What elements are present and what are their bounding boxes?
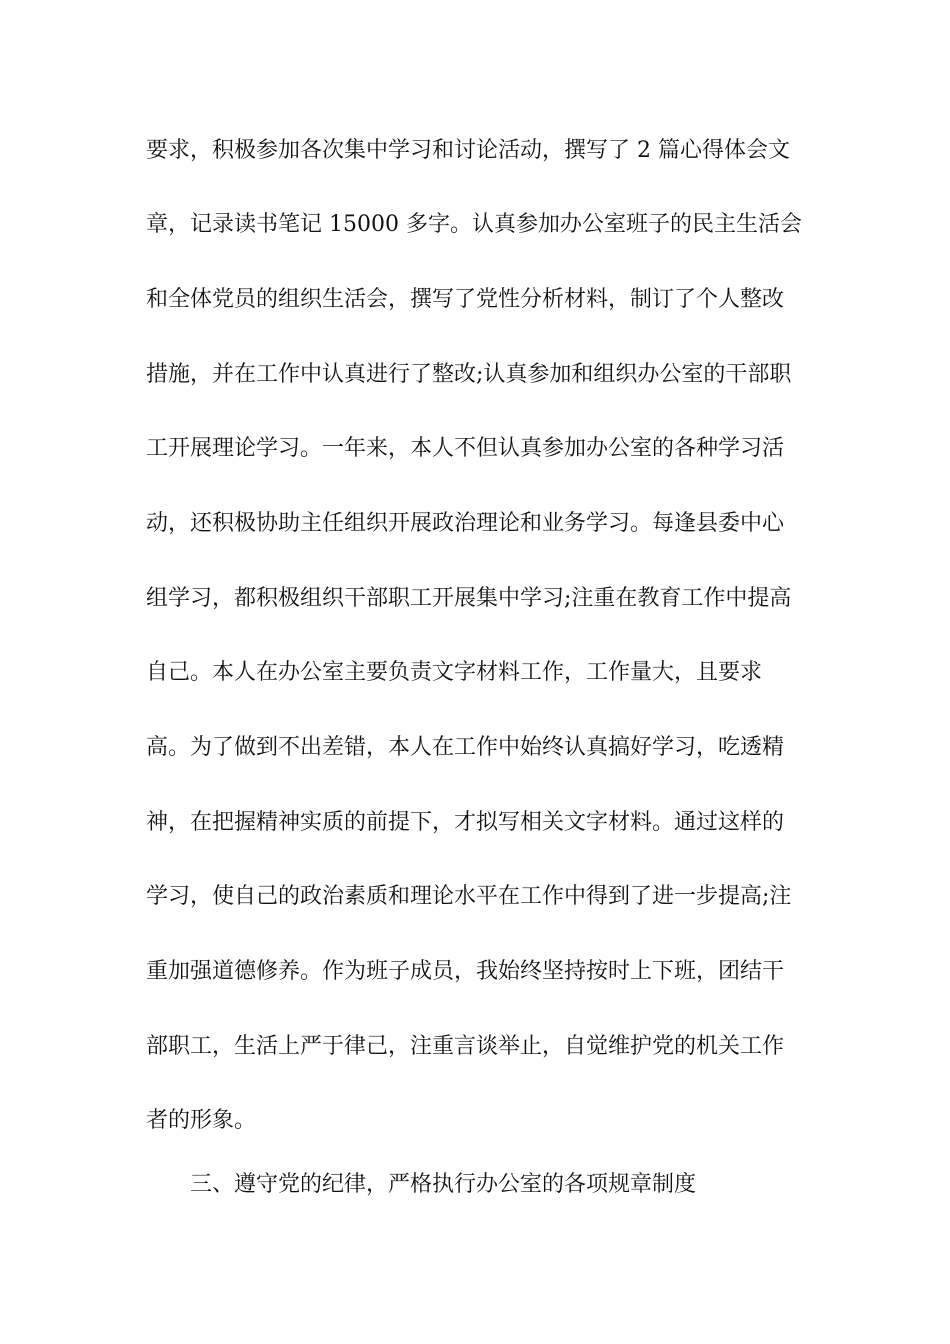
body-text-line: 章，记录读书笔记 15000 多字。认真参加办公室班子的民主生活会 <box>146 212 802 237</box>
body-text-line: 重加强道德修养。作为班子成员，我始终坚持按时上下班，团结干 <box>146 959 785 984</box>
section-heading: 三、遵守党的纪律，严格执行办公室的各项规章制度 <box>190 1172 697 1197</box>
body-text-line: 和全体党员的组织生活会，撰写了党性分析材料，制订了个人整改 <box>146 287 785 312</box>
body-text-line: 者的形象。 <box>146 1108 257 1133</box>
body-text-line: 要求，积极参加各次集中学习和讨论活动，撰写了 2 篇心得体会文 <box>146 138 790 163</box>
body-text-line: 学习，使自己的政治素质和理论水平在工作中得到了进一步提高;注 <box>146 884 792 909</box>
body-text-line: 工开展理论学习。一年来，本人不但认真参加办公室的各种学习活 <box>146 436 785 461</box>
body-text-line: 高。为了做到不出差错，本人在工作中始终认真搞好学习，吃透精 <box>146 735 785 760</box>
body-text-line: 自己。本人在办公室主要负责文字材料工作，工作量大，且要求 <box>146 660 763 685</box>
body-text-line: 部职工，生活上严于律己，注重言谈举止，自觉维护党的机关工作 <box>146 1034 785 1059</box>
body-text-line: 神，在把握精神实质的前提下，才拟写相关文字材料。通过这样的 <box>146 810 785 835</box>
body-text-line: 动，还积极协助主任组织开展政治理论和业务学习。每逢县委中心 <box>146 511 785 536</box>
body-text-line: 措施，并在工作中认真进行了整改;认真参加和组织办公室的干部职 <box>146 362 792 387</box>
body-text-line: 组学习，都积极组织干部职工开展集中学习;注重在教育工作中提高 <box>146 586 792 611</box>
